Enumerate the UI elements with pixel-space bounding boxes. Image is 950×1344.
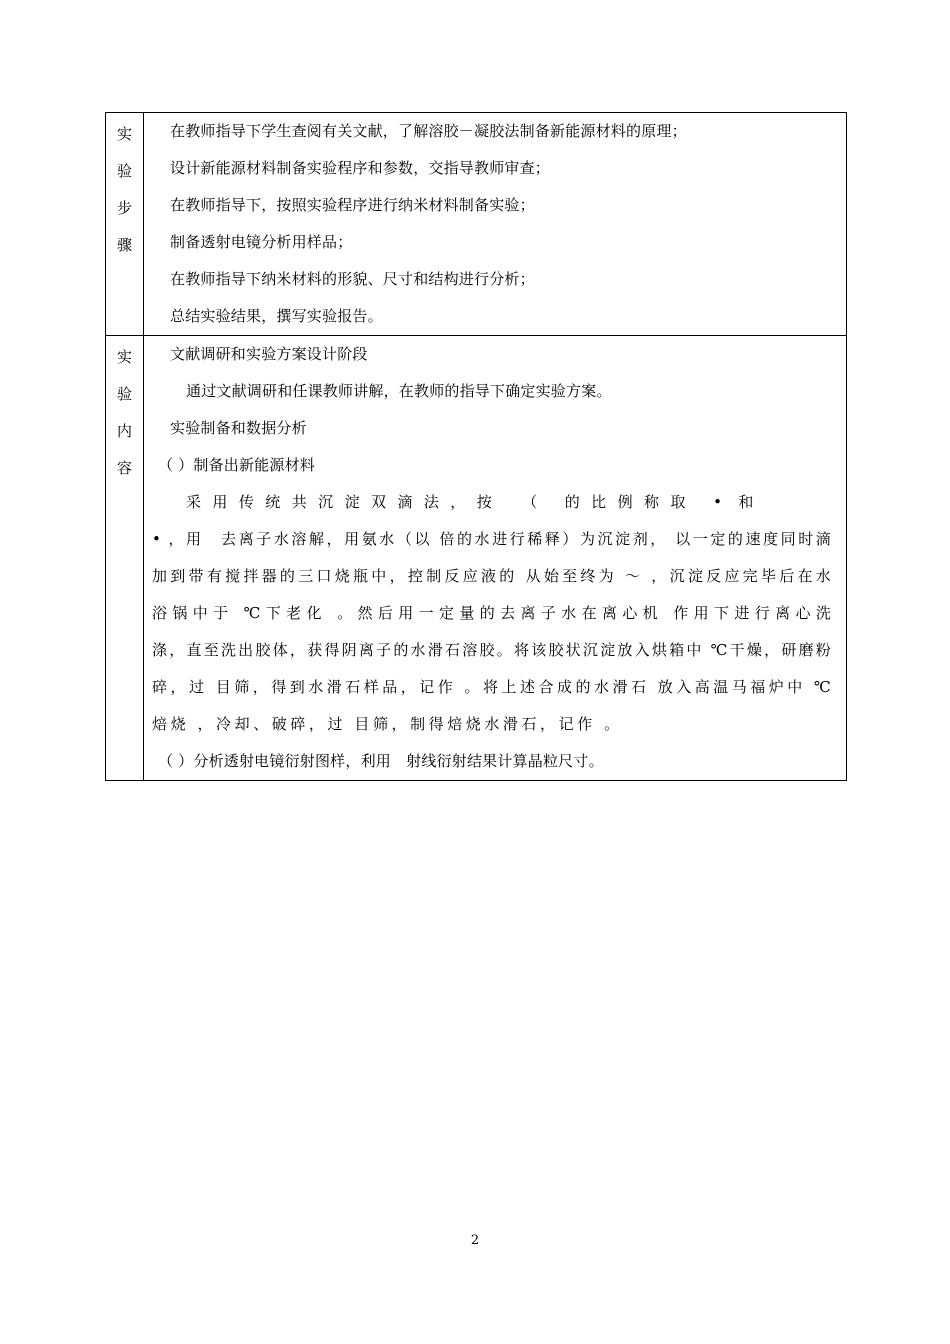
step-item: 设计新能源材料制备实验程序和参数，交指导教师审查； xyxy=(170,159,551,177)
content-label-char: 容 xyxy=(116,459,132,477)
step-item: 制备透射电镜分析用样品； xyxy=(170,233,353,251)
body-segment: 浴锅中于 xyxy=(152,604,234,622)
step-item: 在教师指导下，按照实验程序进行纳米材料制备实验； xyxy=(170,196,535,214)
body-segment: 涤，直至洗出胶体，获得阴离子的水滑石溶胶。将该胶状沉淀放入烘箱中 xyxy=(152,641,704,659)
body-segment: ℃干燥，研磨粉 xyxy=(710,641,832,659)
steps-label-char: 骤 xyxy=(116,236,132,254)
content-label-char: 内 xyxy=(116,422,132,440)
body-segment: 的比例称取 xyxy=(564,493,697,511)
body-segment: 目筛，制得焙烧水滑石，记作 xyxy=(354,715,596,733)
content-label-char: 实 xyxy=(116,348,132,366)
body-segment: ，用 去离子水溶解，用氨水（以 xyxy=(168,530,433,548)
body-segment: ℃ xyxy=(814,678,831,696)
steps-label xyxy=(106,113,144,336)
body-segment: 作用下进行离心洗 xyxy=(673,604,832,622)
body-segment: 和 xyxy=(738,493,765,511)
body-segment: • xyxy=(152,530,162,548)
body-line xyxy=(144,669,846,706)
body-line xyxy=(144,484,846,521)
paragraph: 通过文献调研和任课教师讲解，在教师的指导下确定实验方案。 xyxy=(186,382,612,400)
body-segment: 从始至终为 xyxy=(525,567,617,585)
body-line xyxy=(144,632,846,669)
subheading: （ ）制备出新能源材料 xyxy=(158,456,315,474)
steps-row xyxy=(106,113,847,336)
page-number: 2 xyxy=(470,1233,480,1248)
step-item: 在教师指导下纳米材料的形貌、尺寸和结构进行分析； xyxy=(170,270,535,288)
step-item: 总结实验结果，撰写实验报告。 xyxy=(170,307,383,325)
body-segment: 焙烧 xyxy=(152,715,190,733)
steps-label-char: 验 xyxy=(116,162,132,180)
step-item: 在教师指导下学生查阅有关文献，了解溶胶－凝胶法制备新能源材料的原理； xyxy=(170,122,687,140)
subheading: （ ）分析透射电镜衍射图样，利用 射线衍射结果计算晶粒尺寸。 xyxy=(158,752,604,770)
body-line xyxy=(144,521,846,558)
steps-label-char: 实 xyxy=(116,125,132,143)
experiment-table xyxy=(105,112,847,781)
body-segment: 。然后用一定量的去离子水在离心机 xyxy=(337,604,664,622)
body-line xyxy=(144,595,846,632)
content-body xyxy=(144,336,847,781)
body-segment: ℃下老化 xyxy=(243,604,327,622)
content-label xyxy=(106,336,144,781)
section-heading: 实验制备和数据分析 xyxy=(170,419,307,437)
body-segment: 加到带有搅拌器的三口烧瓶中，控制反应液的 xyxy=(152,567,518,585)
content-row xyxy=(106,336,847,781)
body-segment: 。 xyxy=(604,715,623,733)
body-line xyxy=(144,706,846,743)
body-segment: 碎，过 xyxy=(152,678,208,696)
body-segment: 以一定的速度同时滴 xyxy=(675,530,831,548)
content-label-char: 验 xyxy=(116,385,132,403)
body-segment: ～ xyxy=(624,567,644,585)
body-segment: 目筛，得到水滑石样品，记作 xyxy=(215,678,457,696)
steps-content xyxy=(144,113,847,336)
body-segment: 放入高温马福炉中 xyxy=(657,678,806,696)
body-segment: 倍的水进行稀释）为沉淀剂， xyxy=(439,530,668,548)
body-segment: • xyxy=(713,493,723,511)
body-segment: 。将上述合成的水滑石 xyxy=(464,678,650,696)
body-segment: ，冷却、破碎，过 xyxy=(197,715,347,733)
steps-label-char: 步 xyxy=(116,199,132,217)
body-line xyxy=(144,558,846,595)
body-segment: 采用传统共沉淀双滴法，按 （ xyxy=(186,493,549,511)
section-heading: 文献调研和实验方案设计阶段 xyxy=(170,345,368,363)
body-segment: ，沉淀反应完毕后在水 xyxy=(651,567,831,585)
